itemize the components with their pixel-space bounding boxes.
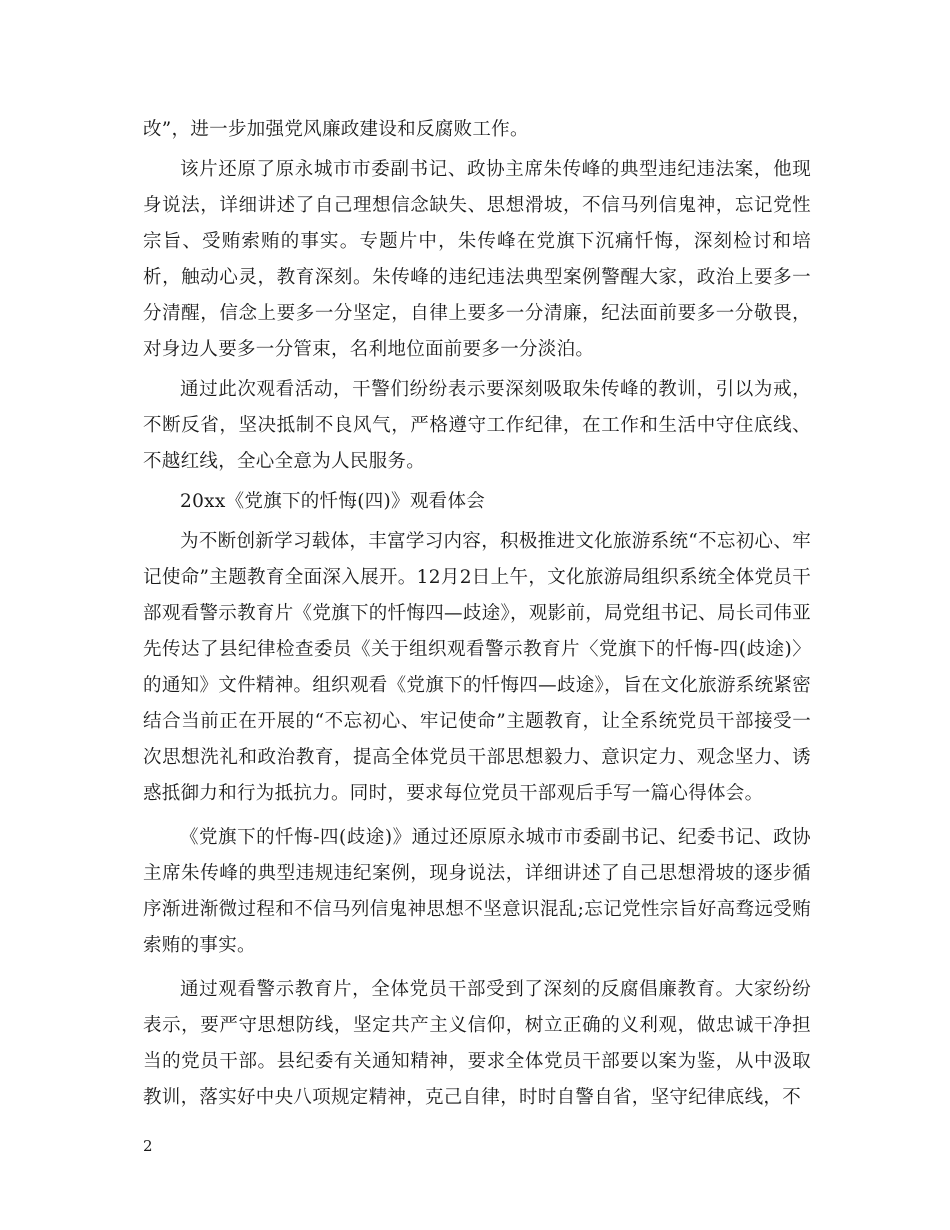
section-heading: 20xx《党旗下的忏悔(四)》观看体会: [180, 491, 486, 512]
paragraph-continuation: 改”，进一步加强党风廉政建设和反腐败工作。: [143, 119, 529, 140]
paragraph-event-description: 为不断创新学习载体，丰富学习内容，积极推进文化旅游系统“不忘初心、牢记使命”主题教育全面深入展开。12月2日上午，文化旅游局组织系统全体党员干部观看警示教育片《党旗下的忏悔四—歧途》，观影前，局党组书记、局长司伟亚先传达了县纪律检查委员《关于组织观看警示教育片〈党旗下的忏悔-四(歧途)〉的通知》文件精神。组织观看《党旗下的忏悔四—歧途》，旨在文化旅游系统紧密结合当前正在开展的“不忘初心、牢记使命”主题教育，让全系统党员干部接受一次思想洗礼和政治教育，提高全体党员干部思想毅力、意识定力、观念坚力、诱惑抵御力和行为抵抗力。同时，要求每位党员干部观后手写一篇心得体会。: [143, 531, 811, 804]
paragraph-conclusion: 通过观看警示教育片，全体党员干部受到了深刻的反腐倡廉教育。大家纷纷表示，要严守思想防线，坚定共产主义信仰，树立正确的义利观，做忠诚干净担当的党员干部。县纪委有关通知精神，要求全体党员干部要以案为鉴，从中汲取教训，落实好中央八项规定精神，克己自律，时时自警自省，坚守纪律底线，不: [143, 979, 811, 1108]
document-body: [143, 112, 811, 1116]
paragraph-film-summary: 该片还原了原永城市市委副书记、政协主席朱传峰的典型违纪违法案，他现身说法，详细讲述了自己理想信念缺失、思想滑坡，不信马列信鬼神，忘记党性宗旨、受贿索贿的事实。专题片中，朱传峰在党旗下沉痛忏悔，深刻检讨和培析，触动心灵，教育深刻。朱传峰的违纪违法典型案例警醒大家，政治上要多一分清醒，信念上要多一分坚定，自律上要多一分清廉，纪法面前要多一分敬畏，对身边人要多一分管束，名利地位面前要多一分淡泊。: [143, 159, 811, 360]
page-number: 2: [143, 1137, 153, 1155]
paragraph-case-review: 《党旗下的忏悔-四(歧途)》通过还原原永城市市委副书记、纪委书记、政协主席朱传峰的典型违规违纪案例，现身说法，详细讲述了自己思想滑坡的逐步循序渐进渐微过程和不信马列信鬼神思想不坚意识混乱;忘记党性宗旨好高骛远受贿索贿的事实。: [143, 827, 811, 956]
paragraph-viewing-reaction: 通过此次观看活动，干警们纷纷表示要深刻吸取朱传峰的教训，引以为戒，不断反省，坚决抵制不良风气，严格遵守工作纪律，在工作和生活中守住底线、不越红线，全心全意为人民服务。: [143, 379, 811, 472]
